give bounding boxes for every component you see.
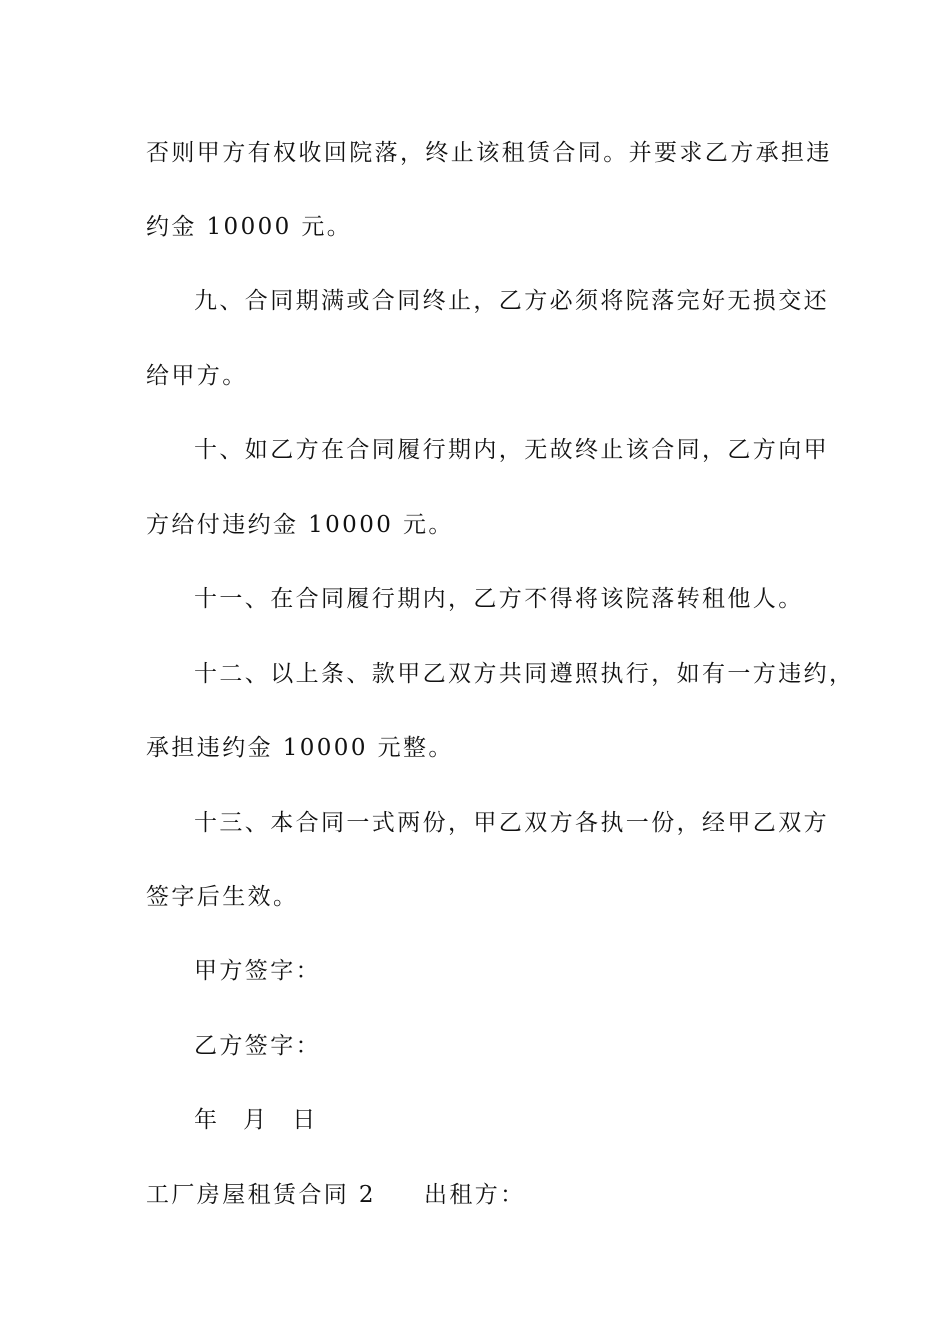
party-a-signature-label: 甲方签字： (194, 958, 321, 984)
clause-9: 九、合同期满或合同终止，乙方必须将院落完好无损交还 (194, 288, 829, 314)
date-day-label: 日 (292, 1107, 318, 1133)
date-year-label: 年 (194, 1107, 220, 1133)
clause-13: 十三、本合同一式两份，甲乙双方各执一份，经甲乙双方 (194, 810, 829, 836)
next-contract-title: 工厂房屋租赁合同 2 (146, 1182, 376, 1208)
text-line-1: 否则甲方有权收回院落，终止该租赁合同。并要求乙方承担违 (146, 140, 832, 166)
party-b-signature-label: 乙方签字： (194, 1033, 321, 1059)
clause-12: 十二、以上条、款甲乙双方共同遵照执行，如有一方违约， (194, 661, 855, 687)
clause-13-continuation: 签字后生效。 (146, 884, 299, 910)
text-line-2: 约金 10000 元。 (146, 214, 353, 240)
clause-9-continuation: 给甲方。 (146, 363, 248, 389)
clause-10: 十、如乙方在合同履行期内，无故终止该合同，乙方向甲 (194, 437, 829, 463)
clause-10-continuation: 方给付违约金 10000 元。 (146, 512, 454, 538)
clause-11: 十一、在合同履行期内，乙方不得将该院落转租他人。 (194, 586, 804, 612)
next-contract-heading (146, 1180, 526, 1210)
lessor-label: 出租方： (423, 1182, 526, 1208)
clause-12-continuation: 承担违约金 10000 元整。 (146, 735, 454, 761)
date-line (194, 1105, 318, 1135)
date-month-label: 月 (243, 1107, 269, 1133)
